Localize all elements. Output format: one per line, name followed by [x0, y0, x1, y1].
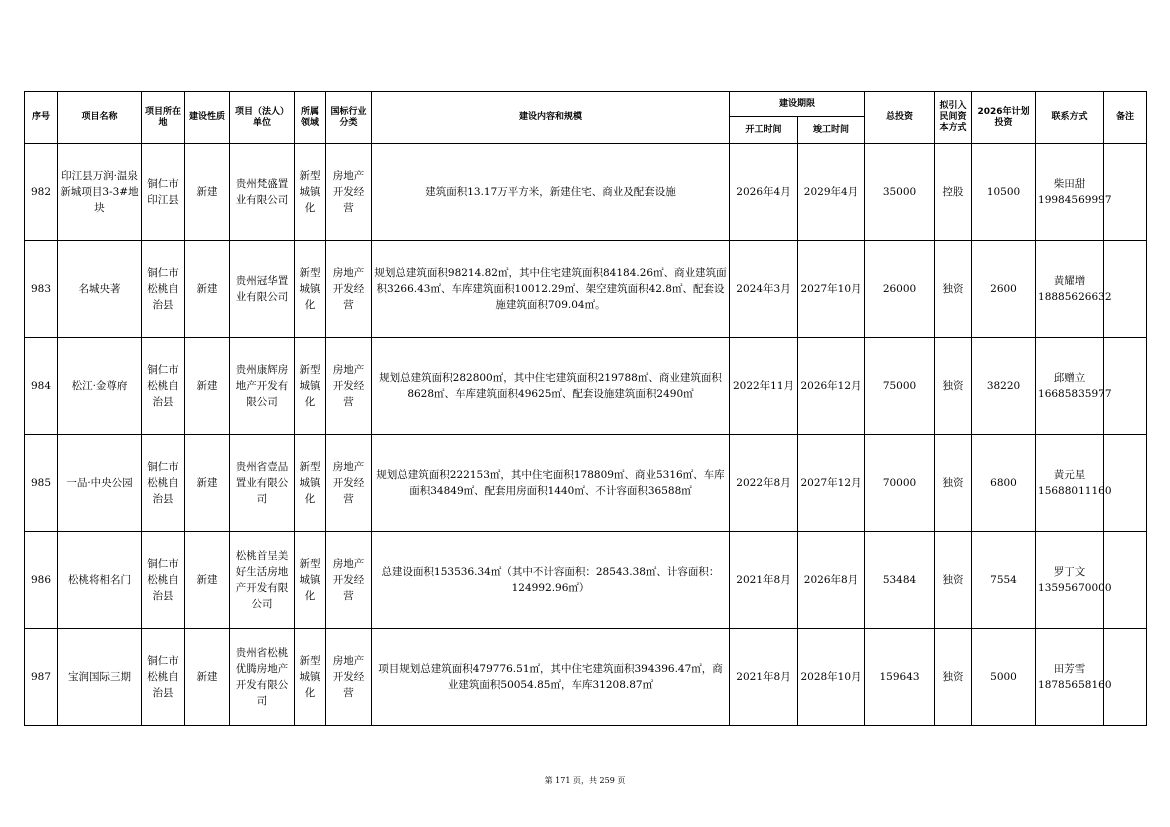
cell-plan: 6800	[972, 435, 1036, 532]
cell-content: 总建设面积153536.34㎡（其中不计容面积：28543.38㎡、计容面积：124992.96㎡）	[372, 532, 730, 629]
cell-unit: 贵州省壹品置业有限公司	[230, 435, 295, 532]
cell-end: 2027年12月	[798, 435, 865, 532]
cell-total: 75000	[865, 338, 935, 435]
cell-note	[1104, 144, 1147, 241]
header-total: 总投资	[865, 92, 935, 144]
cell-location: 铜仁市印江县	[142, 144, 185, 241]
cell-total: 159643	[865, 629, 935, 726]
cell-unit: 贵州梵盛置业有限公司	[230, 144, 295, 241]
cell-plan: 7554	[972, 532, 1036, 629]
table-row	[25, 241, 1147, 338]
cell-name: 松江·金尊府	[58, 338, 142, 435]
header-note: 备注	[1104, 92, 1147, 144]
cell-field: 新型城镇化	[295, 144, 326, 241]
cell-nature: 新建	[185, 241, 230, 338]
cell-content: 规划总建筑面积98214.82㎡，其中住宅建筑面积84184.26㎡、商业建筑面积3266.43㎡、车库建筑面积10012.29㎡、架空建筑面积42.8㎡、配套设施建筑面积709.04㎡。	[372, 241, 730, 338]
cell-location: 铜仁市松桃自治县	[142, 629, 185, 726]
cell-note	[1104, 435, 1147, 532]
header-field: 所属领域	[295, 92, 326, 144]
header-start: 开工时间	[730, 117, 798, 144]
header-contact: 联系方式	[1036, 92, 1104, 144]
cell-location: 铜仁市松桃自治县	[142, 532, 185, 629]
cell-start: 2026年4月	[730, 144, 798, 241]
header-unit: 项目（法人）单位	[230, 92, 295, 144]
header-seq: 序号	[25, 92, 58, 144]
cell-industry: 房地产开发经营	[326, 338, 372, 435]
cell-location: 铜仁市松桃自治县	[142, 338, 185, 435]
cell-capital: 独资	[935, 629, 972, 726]
header-plan: 2026年计划投资	[972, 92, 1036, 144]
cell-name: 松桃将相名门	[58, 532, 142, 629]
header-end: 竣工时间	[798, 117, 865, 144]
cell-note	[1104, 532, 1147, 629]
cell-seq: 982	[25, 144, 58, 241]
header-row	[25, 92, 1147, 117]
cell-unit: 松桃首呈美好生活房地产开发有限公司	[230, 532, 295, 629]
cell-start: 2021年8月	[730, 629, 798, 726]
cell-contact: 罗丁文 13595670000	[1036, 532, 1104, 629]
cell-field: 新型城镇化	[295, 435, 326, 532]
cell-plan: 2600	[972, 241, 1036, 338]
page-footer: 第 171 页，共 259 页	[544, 776, 626, 785]
cell-seq: 987	[25, 629, 58, 726]
cell-nature: 新建	[185, 435, 230, 532]
cell-industry: 房地产开发经营	[326, 532, 372, 629]
cell-plan: 5000	[972, 629, 1036, 726]
cell-note	[1104, 241, 1147, 338]
cell-location: 铜仁市松桃自治县	[142, 241, 185, 338]
cell-capital: 独资	[935, 241, 972, 338]
header-capital: 拟引入民间资本方式	[935, 92, 972, 144]
cell-end: 2027年10月	[798, 241, 865, 338]
cell-note	[1104, 338, 1147, 435]
project-table	[24, 91, 1147, 726]
cell-seq: 984	[25, 338, 58, 435]
cell-total: 53484	[865, 532, 935, 629]
cell-start: 2022年8月	[730, 435, 798, 532]
cell-plan: 10500	[972, 144, 1036, 241]
cell-end: 2028年10月	[798, 629, 865, 726]
cell-seq: 985	[25, 435, 58, 532]
cell-field: 新型城镇化	[295, 532, 326, 629]
cell-industry: 房地产开发经营	[326, 435, 372, 532]
cell-total: 26000	[865, 241, 935, 338]
cell-capital: 控股	[935, 144, 972, 241]
cell-content: 建筑面积13.17万平方米，新建住宅、商业及配套设施	[372, 144, 730, 241]
cell-name: 宝润国际三期	[58, 629, 142, 726]
header-content: 建设内容和规模	[372, 92, 730, 144]
cell-unit: 贵州康辉房地产开发有限公司	[230, 338, 295, 435]
cell-content: 规划总建筑面积222153㎡，其中住宅面积178809㎡、商业5316㎡、车库面积34849㎡、配套用房面积1440㎡、不计容面积36588㎡	[372, 435, 730, 532]
cell-unit: 贵州冠华置业有限公司	[230, 241, 295, 338]
header-location: 项目所在地	[142, 92, 185, 144]
table-row	[25, 435, 1147, 532]
cell-capital: 独资	[935, 435, 972, 532]
cell-unit: 贵州省松桃优腾房地产开发有限公司	[230, 629, 295, 726]
table-row	[25, 532, 1147, 629]
cell-nature: 新建	[185, 338, 230, 435]
cell-end: 2029年4月	[798, 144, 865, 241]
cell-contact: 黄耀增 18885626632	[1036, 241, 1104, 338]
cell-contact: 田芳雪 18785658160	[1036, 629, 1104, 726]
cell-note	[1104, 629, 1147, 726]
cell-seq: 983	[25, 241, 58, 338]
cell-contact: 邱赠立 16685835977	[1036, 338, 1104, 435]
cell-content: 规划总建筑面积282800㎡，其中住宅建筑面积219788㎡、商业建筑面积8628㎡、车库建筑面积49625㎡、配套设施建筑面积2490㎡	[372, 338, 730, 435]
cell-industry: 房地产开发经营	[326, 144, 372, 241]
table-row	[25, 144, 1147, 241]
cell-seq: 986	[25, 532, 58, 629]
cell-plan: 38220	[972, 338, 1036, 435]
cell-capital: 独资	[935, 532, 972, 629]
cell-start: 2022年11月	[730, 338, 798, 435]
cell-nature: 新建	[185, 629, 230, 726]
cell-name: 一品·中央公园	[58, 435, 142, 532]
cell-name: 印江县万润·温泉新城项目3-3#地块	[58, 144, 142, 241]
cell-nature: 新建	[185, 532, 230, 629]
cell-location: 铜仁市松桃自治县	[142, 435, 185, 532]
header-name: 项目名称	[58, 92, 142, 144]
cell-end: 2026年8月	[798, 532, 865, 629]
cell-industry: 房地产开发经营	[326, 629, 372, 726]
table-row	[25, 338, 1147, 435]
cell-name: 名城央著	[58, 241, 142, 338]
cell-content: 项目规划总建筑面积479776.51㎡，其中住宅建筑面积394396.47㎡，商业建筑面积50054.85㎡，车库31208.87㎡	[372, 629, 730, 726]
cell-field: 新型城镇化	[295, 241, 326, 338]
cell-nature: 新建	[185, 144, 230, 241]
cell-field: 新型城镇化	[295, 629, 326, 726]
cell-capital: 独资	[935, 338, 972, 435]
cell-field: 新型城镇化	[295, 338, 326, 435]
cell-contact: 黄元星 15688011160	[1036, 435, 1104, 532]
cell-start: 2024年3月	[730, 241, 798, 338]
header-period: 建设期限	[730, 92, 865, 117]
header-industry: 国标行业分类	[326, 92, 372, 144]
table-row	[25, 629, 1147, 726]
header-nature: 建设性质	[185, 92, 230, 144]
cell-total: 35000	[865, 144, 935, 241]
cell-start: 2021年8月	[730, 532, 798, 629]
cell-industry: 房地产开发经营	[326, 241, 372, 338]
cell-end: 2026年12月	[798, 338, 865, 435]
cell-contact: 柴田甜 19984569997	[1036, 144, 1104, 241]
cell-total: 70000	[865, 435, 935, 532]
